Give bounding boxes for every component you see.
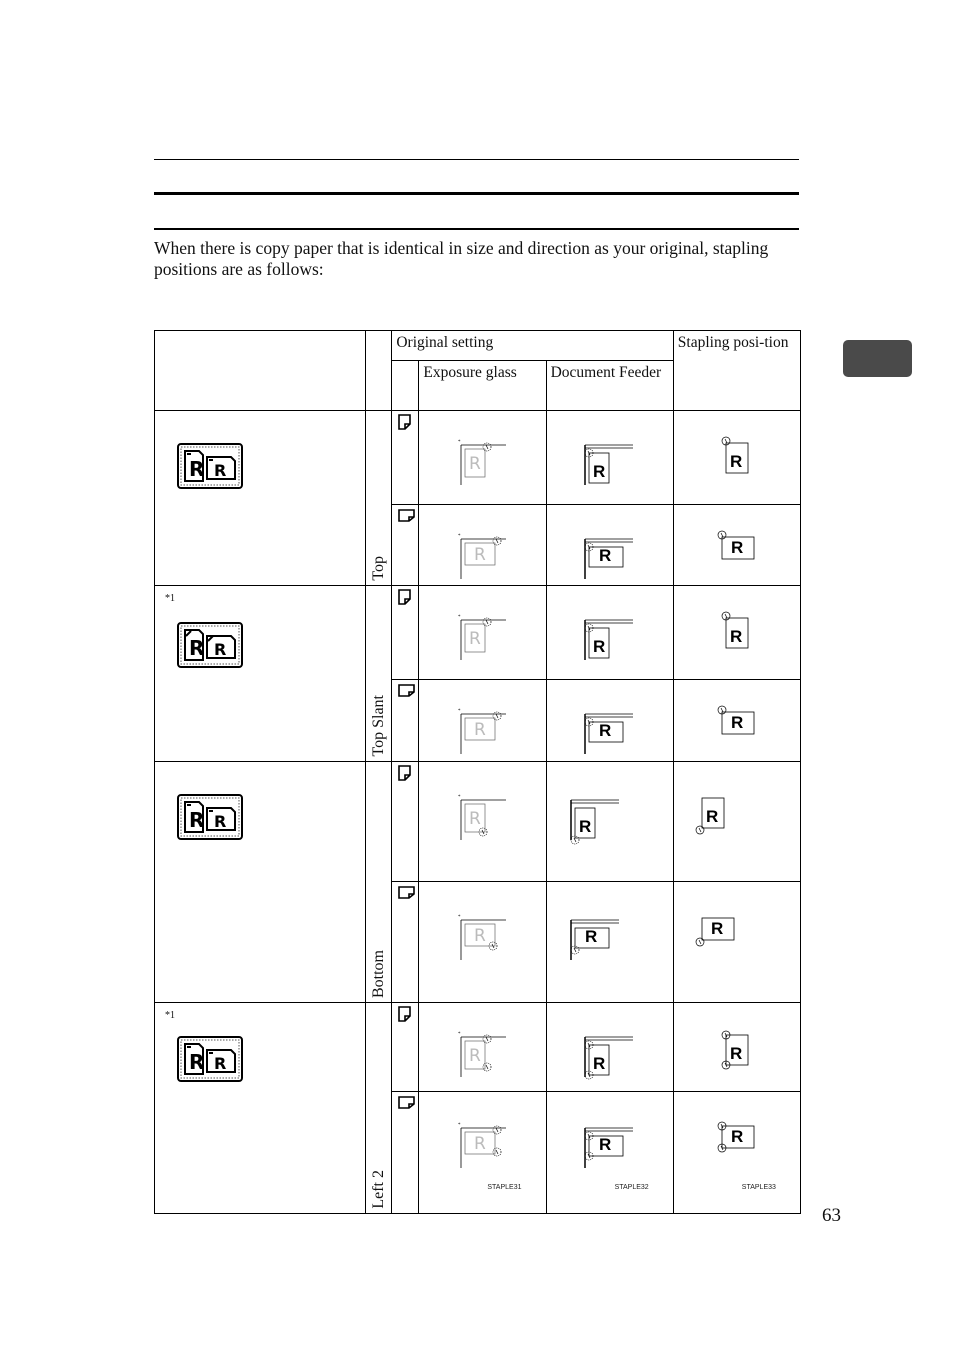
document-feeder-cell (546, 1003, 673, 1092)
top-rule-thick (154, 192, 799, 195)
svg-text:*: * (458, 709, 461, 714)
document-feeder-cell (546, 882, 673, 1003)
header-stapling-position: Stapling posi-tion (673, 331, 800, 411)
group-label-cell (366, 586, 392, 762)
header-orientation (392, 361, 419, 411)
svg-text:R: R (730, 538, 744, 557)
row-top-slant-portrait (155, 586, 801, 680)
group-label-cell (366, 1003, 392, 1214)
header-document-feeder: Document Feeder (546, 361, 673, 411)
intro-paragraph: When there is copy paper that is identical in size and direction as your original, stapling positions are as follows: (154, 238, 769, 279)
footnote-marker: *1 (165, 593, 175, 604)
header-exposure-glass: Exposure glass (419, 361, 546, 411)
header-blank (155, 331, 366, 411)
figure-code: STAPLE32 (614, 1184, 649, 1191)
stapling-position-cell (673, 586, 800, 680)
orientation-cell (392, 1003, 419, 1092)
group-label-text: Top (370, 556, 388, 581)
portrait-paper-icon (398, 1006, 411, 1027)
svg-text:R: R (474, 1134, 487, 1154)
svg-text:R: R (189, 636, 205, 660)
group-label (366, 582, 391, 757)
svg-text:R: R (592, 637, 605, 656)
exposure-glass-cell (419, 762, 546, 882)
svg-text:R: R (189, 1050, 205, 1074)
group-label-cell (366, 411, 392, 586)
svg-text:R: R (592, 462, 605, 481)
top-rule-medium (154, 228, 799, 230)
svg-text:R: R (730, 713, 744, 732)
staple-panel-key (177, 794, 243, 845)
page-number: 63 (822, 1205, 841, 1226)
group-label-text: Left 2 (370, 1170, 388, 1209)
staple-panel-key-icon (177, 1036, 243, 1082)
svg-text:R: R (474, 926, 487, 946)
svg-text:R: R (729, 627, 743, 646)
orientation-cell (392, 505, 419, 586)
stapling-position-cell (673, 1092, 800, 1214)
group-label-text: Top Slant (370, 695, 388, 757)
document-feeder-cell (546, 505, 673, 586)
svg-text:R: R (710, 919, 724, 938)
landscape-paper-icon (398, 683, 415, 702)
document-feeder-cell (546, 1092, 673, 1214)
staple-panel-key-icon (177, 794, 243, 840)
orientation-cell (392, 411, 419, 505)
exposure-glass-cell (419, 505, 546, 586)
staple-panel-key (177, 1036, 243, 1087)
group-label-cell (366, 762, 392, 1003)
svg-text:*: * (458, 1123, 461, 1128)
svg-text:*: * (458, 615, 461, 620)
staple-panel-key-icon (177, 622, 243, 668)
chapter-tab (843, 340, 912, 377)
svg-text:R: R (469, 809, 482, 829)
group-cell (155, 411, 366, 586)
document-feeder-cell (546, 680, 673, 762)
top-rule-thin (154, 159, 799, 160)
svg-text:*: * (458, 795, 461, 800)
group-label (366, 407, 391, 581)
header-blank-label (366, 331, 392, 411)
group-cell (155, 586, 366, 762)
landscape-paper-icon (398, 1095, 415, 1114)
figure-code: STAPLE31 (487, 1184, 522, 1191)
landscape-paper-icon (398, 885, 415, 904)
exposure-glass-cell (419, 1003, 546, 1092)
stapling-position-cell (673, 505, 800, 586)
svg-text:R: R (189, 808, 205, 832)
stapling-position-cell (673, 762, 800, 882)
row-bottom-portrait (155, 762, 801, 882)
row-top-portrait (155, 411, 801, 505)
group-cell (155, 762, 366, 1003)
portrait-paper-icon (398, 589, 411, 610)
document-feeder-cell (546, 586, 673, 680)
svg-text:R: R (469, 629, 482, 649)
footnote-marker: *1 (165, 1010, 175, 1021)
svg-text:R: R (214, 640, 227, 659)
svg-text:R: R (214, 461, 227, 480)
svg-text:R: R (598, 546, 611, 565)
svg-text:R: R (474, 720, 487, 740)
svg-text:R: R (592, 1054, 605, 1073)
svg-text:R: R (598, 721, 611, 740)
orientation-cell (392, 762, 419, 882)
svg-text:R: R (469, 1046, 482, 1066)
svg-text:R: R (729, 452, 743, 471)
header-original-setting: Original setting (392, 331, 673, 361)
orientation-cell (392, 586, 419, 680)
exposure-glass-cell (419, 680, 546, 762)
svg-text:R: R (214, 812, 227, 831)
group-label (366, 758, 391, 998)
portrait-paper-icon (398, 765, 411, 786)
svg-text:*: * (458, 915, 461, 920)
exposure-glass-cell (419, 1092, 546, 1214)
document-feeder-cell (546, 762, 673, 882)
orientation-cell (392, 1092, 419, 1214)
staple-panel-key-icon (177, 443, 243, 489)
stapling-position-cell (673, 882, 800, 1003)
svg-text:R: R (584, 927, 597, 946)
orientation-cell (392, 680, 419, 762)
svg-text:R: R (189, 457, 205, 481)
svg-text:*: * (458, 1032, 461, 1037)
landscape-paper-icon (398, 508, 415, 527)
orientation-cell (392, 882, 419, 1003)
group-label (366, 999, 391, 1209)
exposure-glass-cell (419, 882, 546, 1003)
stapling-position-cell (673, 680, 800, 762)
exposure-glass-cell (419, 411, 546, 505)
svg-text:R: R (469, 454, 482, 474)
svg-text:R: R (729, 1044, 743, 1063)
row-left2-portrait (155, 1003, 801, 1092)
group-label-text: Bottom (370, 949, 388, 998)
svg-text:R: R (705, 807, 719, 826)
svg-text:R: R (474, 545, 487, 565)
svg-text:*: * (458, 440, 461, 445)
document-feeder-cell (546, 411, 673, 505)
staple-panel-key (177, 443, 243, 494)
svg-text:R: R (598, 1135, 611, 1154)
svg-text:R: R (578, 817, 591, 836)
figure-code: STAPLE33 (741, 1184, 776, 1191)
staple-panel-key (177, 622, 243, 673)
portrait-paper-icon (398, 414, 411, 435)
stapling-position-cell (673, 411, 800, 505)
group-cell (155, 1003, 366, 1214)
svg-text:R: R (214, 1054, 227, 1073)
svg-text:R: R (730, 1127, 744, 1146)
stapling-table (154, 330, 801, 1214)
stapling-position-cell (673, 1003, 800, 1092)
exposure-glass-cell (419, 586, 546, 680)
svg-text:*: * (458, 534, 461, 539)
